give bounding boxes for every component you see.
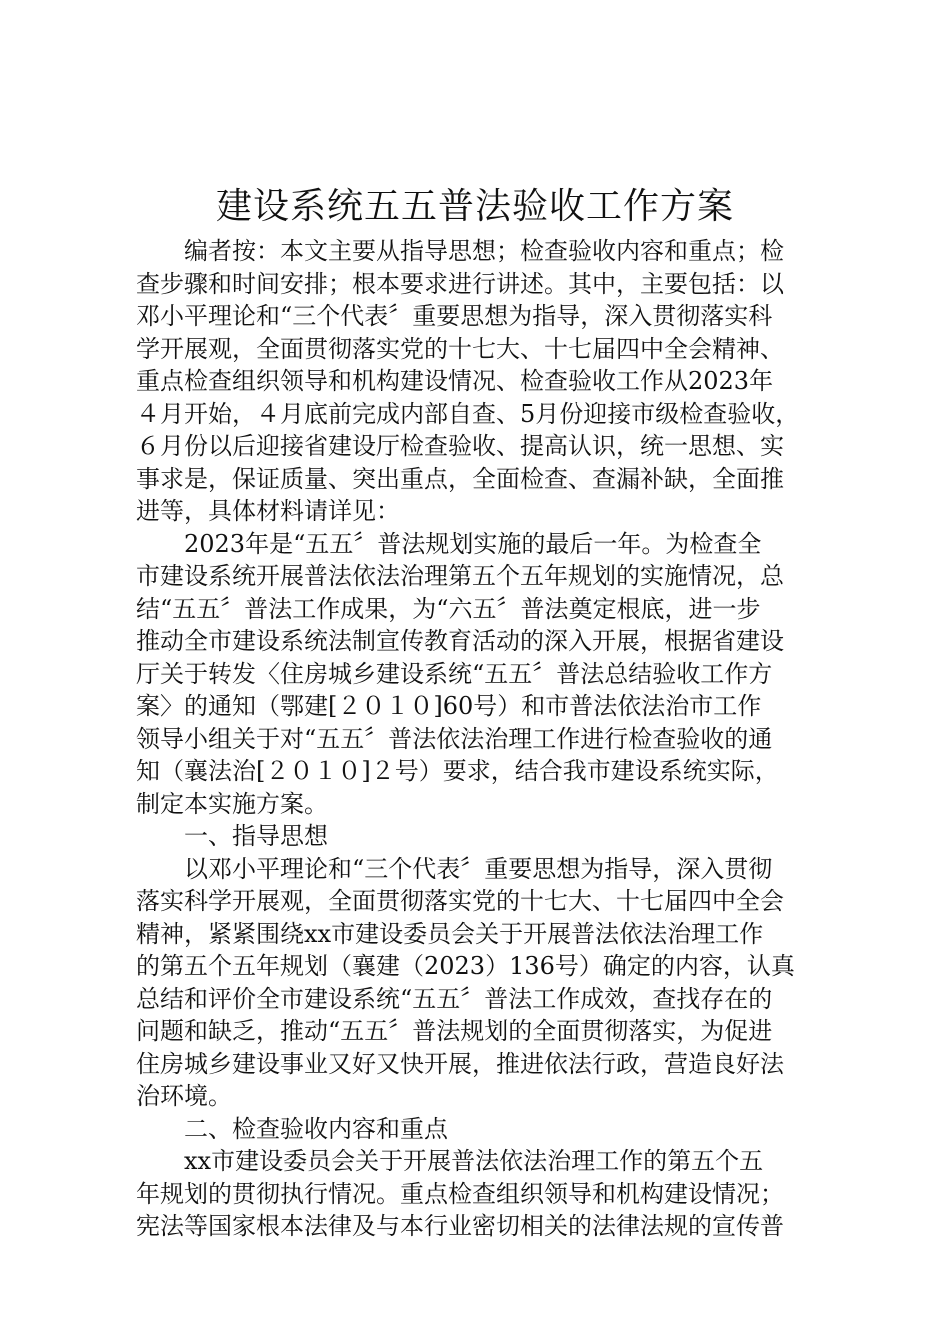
text-line: 案〉的通知（鄂建[２０１０]60号）和市普法依法治市工作 [136, 692, 762, 720]
text-line: 一、指导思想 [136, 822, 328, 850]
text-line: 问题和缺乏，推动“五五〞普法规划的全面贯彻落实，为促进 [136, 1017, 773, 1045]
document-body [136, 235, 826, 1243]
text-line: ４月开始，４月底前完成内部自查、5月份迎接市级检查验收， [136, 399, 800, 428]
text-line: 邓小平理论和“三个代表〞重要思想为指导，深入贯彻落实科 [136, 302, 773, 330]
text-line: 进等，具体材料请详见： [136, 497, 400, 525]
text-line: ６月份以后迎接省建设厅检查验收、提高认识，统一思想、实 [136, 432, 784, 460]
text-line: 的第五个五年规划（襄建（2023）136号）确定的内容，认真 [136, 952, 795, 980]
text-line: 领导小组关于对“五五〞普法依法治理工作进行检查验收的通 [136, 724, 773, 753]
text-line: 制定本实施方案。 [136, 789, 328, 818]
text-line: 二、检查验收内容和重点 [136, 1114, 448, 1143]
text-line: 结“五五〞普法工作成果，为“六五〞普法奠定根底，进一步 [136, 594, 761, 623]
text-line: 落实科学开展观，全面贯彻落实党的十七大、十七届四中全会 [136, 887, 784, 915]
text-line: 以邓小平理论和“三个代表〞重要思想为指导，深入贯彻 [136, 854, 773, 883]
text-line: xx市建设委员会关于开展普法依法治理工作的第五个五 [136, 1147, 764, 1175]
document-title: 建设系统五五普法验收工作方案 [215, 186, 734, 227]
text-line: 宪法等国家根本法律及与本行业密切相关的法律法规的宣传普 [136, 1212, 784, 1240]
text-line: 住房城乡建设事业又好又快开展，推进依法行政，营造良好法 [136, 1049, 784, 1078]
text-line: 事求是，保证质量、突出重点，全面检查、查漏补缺，全面推 [136, 464, 784, 493]
text-line: 市建设系统开展普法依法治理第五个五年规划的实施情况，总 [136, 562, 784, 590]
text-line: 知（襄法治[２０１０]２号）要求，结合我市建设系统实际， [136, 757, 779, 785]
text-line: 推动全市建设系统法制宣传教育活动的深入开展，根据省建设 [136, 627, 784, 655]
text-line: 2023年是“五五〞普法规划实施的最后一年。为检查全 [136, 529, 762, 558]
text-line: 查步骤和时间安排；根本要求进行讲述。其中，主要包括：以 [136, 269, 784, 298]
text-line: 编者按：本文主要从指导思想；检查验收内容和重点；检 [136, 237, 784, 265]
text-line: 重点检查组织领导和机构建设情况、检查验收工作从2023年 [136, 367, 774, 395]
text-line: 年规划的贯彻执行情况。重点检查组织领导和机构建设情况； [136, 1179, 784, 1208]
text-line: 学开展观，全面贯彻落实党的十七大、十七届四中全会精神、 [136, 334, 784, 363]
text-line: 治环境。 [136, 1082, 232, 1110]
text-line: 精神，紧紧围绕xx市建设委员会关于开展普法依法治理工作 [136, 919, 764, 948]
text-line: 厅关于转发〈住房城乡建设系统“五五〞普法总结验收工作方 [136, 659, 773, 688]
text-line: 总结和评价全市建设系统“五五〞普法工作成效，查找存在的 [136, 984, 773, 1013]
